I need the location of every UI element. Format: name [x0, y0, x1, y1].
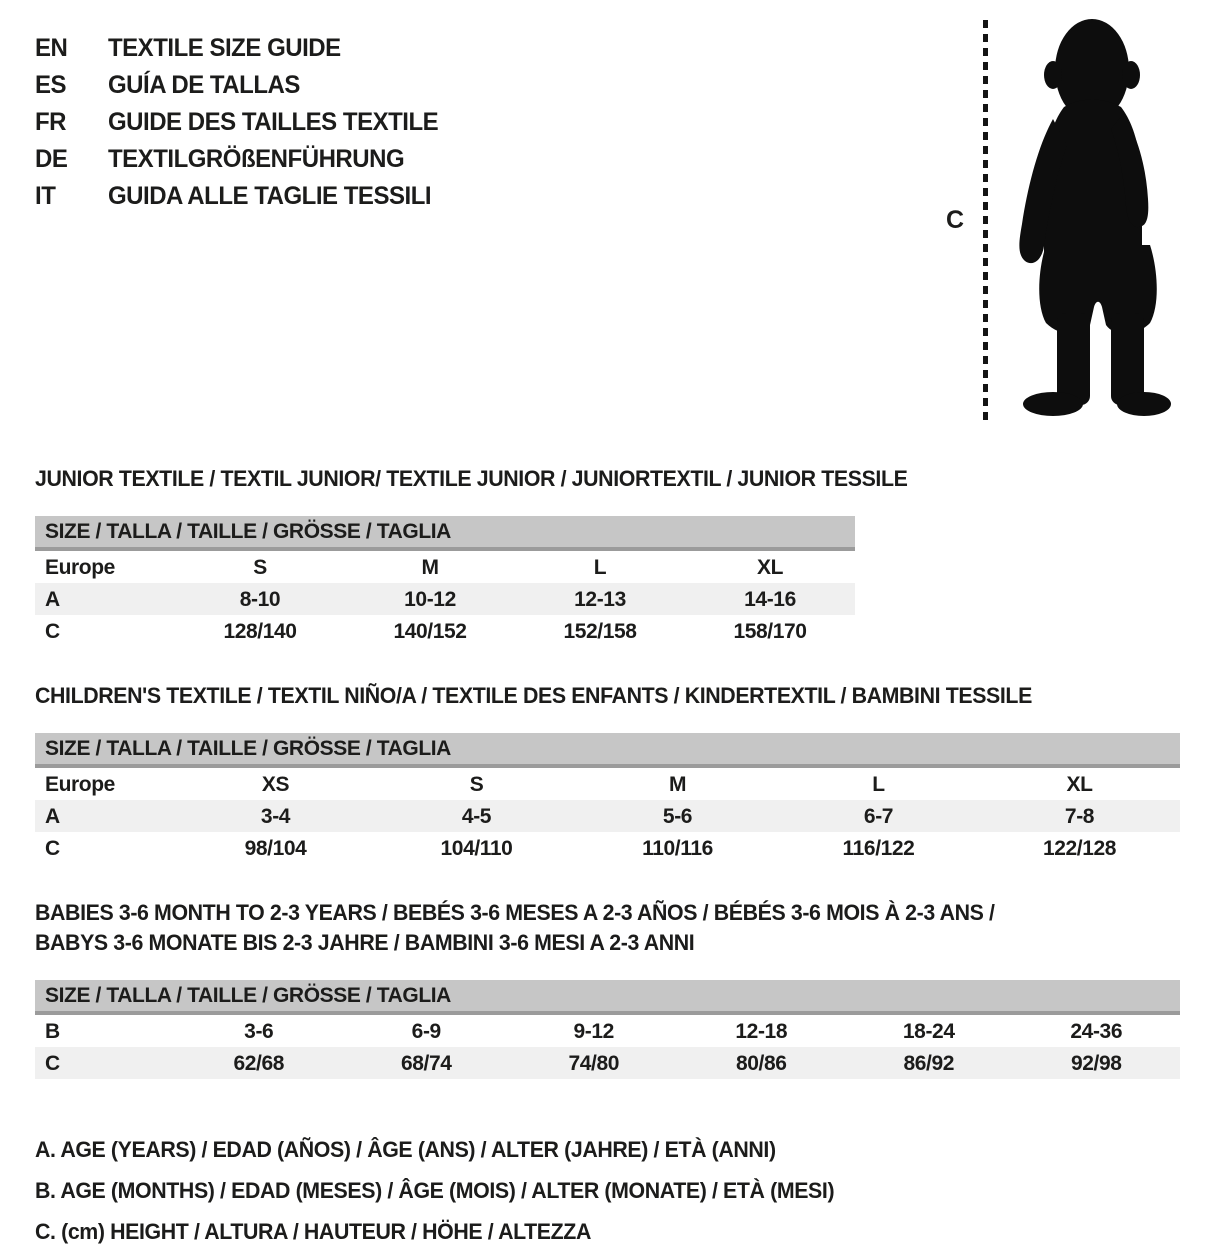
table-cell: 3-4	[260, 805, 291, 828]
table-cell: 62/68	[233, 1052, 285, 1075]
table-row	[35, 1047, 1180, 1079]
junior-size-table	[35, 516, 855, 647]
row-label: A	[45, 805, 60, 828]
section-babies	[35, 898, 1200, 1079]
guide-title: GUÍA DE TALLAS	[107, 71, 300, 99]
row-label: Europe	[45, 773, 115, 796]
row-label: Europe	[45, 556, 115, 579]
table-cell: 14-16	[744, 588, 796, 611]
table-cell: 110/116	[642, 837, 713, 860]
table-cell: M	[668, 773, 687, 796]
row-label: C	[45, 620, 60, 643]
table-cell: 80/86	[735, 1052, 787, 1075]
table-row	[35, 1015, 1180, 1047]
table-size-header: SIZE / TALLA / TAILLE / GRÖSSE / TAGLIA	[35, 980, 1180, 1015]
table-cell: 8-10	[239, 588, 281, 611]
table-row	[35, 583, 855, 615]
guide-title: TEXTILGRÖßENFÜHRUNG	[107, 145, 405, 173]
language-code: IT	[35, 182, 56, 210]
language-code: FR	[35, 108, 67, 136]
table-cell: 128/140	[223, 620, 297, 643]
height-figure	[940, 8, 1220, 428]
section-title: JUNIOR TEXTILE / TEXTIL JUNIOR/ TEXTILE JUNIOR / JUNIORTEXTIL / JUNIOR TESSILE	[35, 466, 908, 491]
table-cell: XL	[756, 556, 784, 579]
table-cell: 10-12	[404, 588, 456, 611]
table-cell: 5-6	[662, 805, 693, 828]
table-size-header: SIZE / TALLA / TAILLE / GRÖSSE / TAGLIA	[35, 733, 1180, 768]
table-cell: L	[593, 556, 607, 579]
table-cell: L	[872, 773, 885, 796]
table-cell: 98/104	[244, 837, 307, 860]
language-code: DE	[35, 145, 68, 173]
table-cell: 12-13	[574, 588, 626, 611]
section-children	[35, 681, 1200, 864]
table-row	[35, 768, 1180, 800]
table-size-header: SIZE / TALLA / TAILLE / GRÖSSE / TAGLIA	[35, 516, 855, 551]
height-measure-label: C	[946, 206, 965, 234]
table-cell: 9-12	[573, 1020, 614, 1043]
guide-title: TEXTILE SIZE GUIDE	[107, 34, 341, 62]
row-label: A	[45, 588, 60, 611]
language-code: EN	[35, 34, 68, 62]
table-row	[35, 832, 1180, 864]
table-cell: 104/110	[440, 837, 513, 860]
section-title: BABIES 3-6 MONTH TO 2-3 YEARS / BEBÉS 3-6 MESES A 2-3 AÑOS / BÉBÉS 3-6 MOIS À 2-3 ANS /	[35, 900, 995, 925]
row-label: C	[45, 837, 60, 860]
table-cell: 92/98	[1070, 1052, 1122, 1075]
table-cell: 7-8	[1064, 805, 1095, 828]
table-row	[35, 551, 855, 583]
section-title: BABYS 3-6 MONATE BIS 2-3 JAHRE / BAMBINI 3-6 MESI A 2-3 ANNI	[35, 930, 695, 955]
height-measure-line	[983, 20, 988, 420]
table-cell: 158/170	[733, 620, 807, 643]
table-cell: 116/122	[842, 837, 915, 860]
table-cell: S	[469, 773, 484, 796]
table-cell: 68/74	[400, 1052, 452, 1075]
table-cell: XL	[1066, 773, 1093, 796]
legend-line-a: A. AGE (YEARS) / EDAD (AÑOS) / ÂGE (ANS) / ALTER (JAHRE) / ETÀ (ANNI)	[35, 1137, 776, 1162]
table-cell: XS	[261, 773, 290, 796]
table-cell: 152/158	[563, 620, 637, 643]
children-size-table	[35, 733, 1180, 864]
table-cell: 4-5	[461, 805, 492, 828]
babies-size-table	[35, 980, 1180, 1079]
table-row	[35, 615, 855, 647]
table-cell: 6-9	[411, 1020, 441, 1043]
header-area	[35, 0, 1200, 430]
toddler-silhouette-icon	[1002, 13, 1174, 418]
table-cell: M	[421, 556, 439, 579]
table-cell: 122/128	[1042, 837, 1117, 860]
table-cell: S	[253, 556, 267, 579]
table-cell: 3-6	[244, 1020, 274, 1043]
section-title: CHILDREN'S TEXTILE / TEXTIL NIÑO/A / TEXTILE DES ENFANTS / KINDERTEXTIL / BAMBINI TESSILE	[35, 683, 1032, 708]
legend-line-b: B. AGE (MONTHS) / EDAD (MESES) / ÂGE (MOIS) / ALTER (MONATE) / ETÀ (MESI)	[35, 1178, 835, 1203]
row-label: B	[45, 1020, 60, 1043]
table-cell: 24-36	[1070, 1020, 1123, 1043]
section-junior	[35, 464, 1200, 647]
language-code: ES	[35, 71, 67, 99]
table-cell: 140/152	[393, 620, 467, 643]
table-row	[35, 800, 1180, 832]
legend-line-c: C. (cm) HEIGHT / ALTURA / HAUTEUR / HÖHE / ALTEZZA	[35, 1219, 591, 1244]
table-cell: 86/92	[903, 1052, 955, 1075]
table-cell: 18-24	[902, 1020, 955, 1043]
guide-title: GUIDE DES TAILLES TEXTILE	[107, 108, 439, 136]
table-cell: 6-7	[863, 805, 894, 828]
table-cell: 12-18	[735, 1020, 788, 1043]
row-label: C	[45, 1052, 60, 1075]
guide-title: GUIDA ALLE TAGLIE TESSILI	[107, 182, 432, 210]
table-cell: 74/80	[568, 1052, 620, 1075]
legend	[35, 1129, 1200, 1252]
